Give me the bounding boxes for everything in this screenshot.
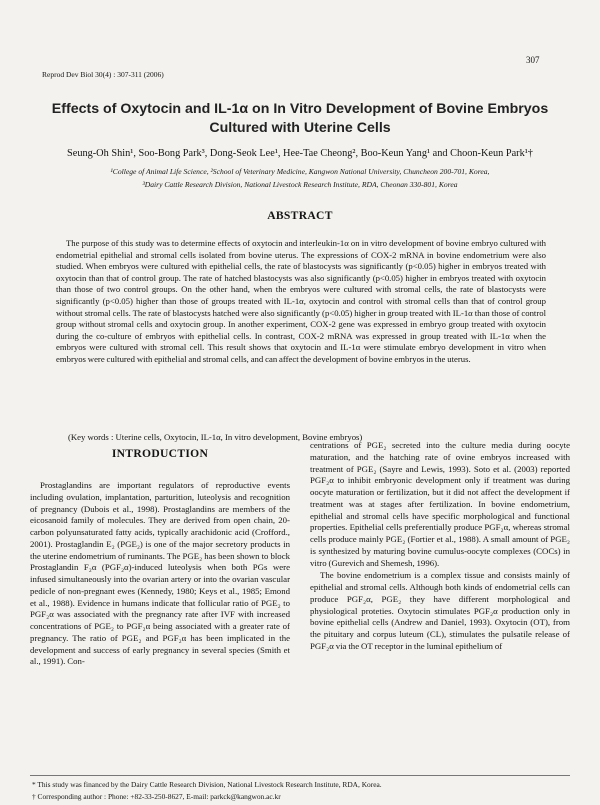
right-column: [310, 440, 570, 654]
abstract-paragraph: The purpose of this study was to determine effects of oxytocin and interleukin-1α on in vitro development of bovine embryo cultured with endometrial epithelial and stromal cells isolated from bovine uterus. The expressions of COX-2 mRNA in bovine endometrium were also studied. When embryos were cultured with epithelial cells, the rate of blastocysts was significantly (p<0.05) higher in embryos treated with oxytocin than that of control group. The rate of hatched blastocysts was also significantly (p<0.05) higher in embryos treated with oxytocin than those of two control groups. On the other hand, when the embryos were cultured with stromal cells, the rate of blastocysts were significantly (p<0.05) higher than those of groups treated with IL-1α, oxytocin and control with stromal cells than that of control group without stromal cells. The rate of blastocysts hatched were also significantly (p<0.05) higher in group treated with IL-1α than those of control group without stromal cells and oxytocin group. In another experiment, COX-2 gene was expressed in embryo group treated with oxytocin during the co-culture of embryos with epithelial cells. In contrast, COX-2 mRNA was expressed in group treated with IL-1α when the embryos were cultured with stromal cell. This result shows that oxytocin and IL-1α were stimulate embryo development in vitro when embryos were cultured with epithelial and stromal cells, and can affect the development of bovine embryos in the uterus.: [56, 238, 546, 364]
abstract-heading: ABSTRACT: [267, 209, 333, 222]
page-number: 307: [526, 55, 540, 65]
left-column: [30, 480, 290, 669]
intro-paragraph: The bovine endometrium is a complex tissue and consists mainly of epithelial and stromal cells. Although both kinds of endometrial cells can produce PGF₂α, PGE₂ they have different morphological and physiological proteties. Oxytocin stimulates PGF₂α production only in bovine epithelial cells (Andrew and Daniel, 1993). Oxytocin (OT), from the pituitary and corpus luteum (CL), stimulates the pulsatile release of PGF₂α via the OT receptor in the luminal epithelium of: [310, 570, 570, 651]
affiliation-line-2: ³Dairy Cattle Research Division, National Livestock Research Institute, RDA, Cheonan 330-801, Korea: [142, 180, 458, 189]
funding-footnote: * This study was financed by the Dairy Cattle Research Division, National Livestock Research Institute, RDA, Korea.: [32, 780, 382, 789]
journal-citation: Reprod Dev Biol 30(4) : 307-311 (2006): [42, 70, 164, 79]
abstract-body: [56, 238, 546, 366]
title-line-2: Cultured with Uterine Cells: [209, 120, 391, 136]
affiliation-line-1: ¹College of Animal Life Science, ²School of Veterinary Medicine, Kangwon National University, Chuncheon 200-701, Korea,: [110, 167, 490, 176]
author-list: Seung-Oh Shin¹, Soo-Bong Park³, Dong-Seok Lee¹, Hee-Tae Cheong², Boo-Keun Yang¹ and Choon-Keun Park¹†: [67, 148, 533, 159]
keywords-line: (Key words : Uterine cells, Oxytocin, IL-1α, In vitro development, Bovine embryos): [68, 432, 363, 442]
intro-paragraph: Prostaglandins are important regulators of reproductive events including ovulation, implantation, parturition, luteolysis and recognition of pregnancy (Dubois et al., 1998). Prostaglandins are members of the eicosanoid family of molecules. They are derived from open chain, 20-carbon polyunsaturated fatty acids, typically arachidonic acid (Crofford., 2001). Prostaglandin E₂ (PGE₂) is one of the major secretory products in the uterine endometrium of ruminants. The PGE₂ has been shown to block Prostaglandin F₂α (PGF₂α)-induced luteolysis when both PGs were infused simultaneously into the ovarian artery or into the ovarian vascular pedicle of non-pregnant ewes (Kennedy, 1980; Keys et al., 1985; Emond et al., 1988). Evidence in humans indicate that follicular ratio of PGE₂ to PGF₂α was associated with the pregnancy rate after IVF with increased concentrations of PGE₂ to PGF₂α being associated with a greater rate of pregnancy. The ratio of PGE₂ and PGF₂α has been implicated in the development and success of early pregnancy in several species (Smith et al., 1991). Con-: [30, 480, 290, 667]
corresponding-author-footnote: † Corresponding author : Phone: +82-33-250-8627, E-mail: parkck@kangwon.ac.kr: [32, 792, 281, 801]
paper-title: [30, 100, 570, 138]
title-line-1: Effects of Oxytocin and IL-1α on In Vitro Development of Bovine Embryos: [51, 101, 549, 117]
intro-paragraph-continued: centrations of PGE₂ secreted into the culture media during oocyte maturation, and the hatching rate of ovine embryos increased with treatment of PGE₂ (Sayre and Lewis, 1993). Soto et al. (2003) reported PGF₂α to inhibit embryonic development only if treatment was during oocyte maturation or fertilization, but it did not affect the development if treatment was at stages after fertilization. In bovine endometrium, epithelial and stromal cells have specific morphological and functional properties. Epithelial cells preferentially produce PGF₂α, whereas stromal cells produce mainly PGE₂ (Fortier et al., 1988). A small amount of PGE₂ is synthesized by maturing bovine cumulus-oocyte complexes (COCs) in vitro (Gurevich and Shemesh, 1996).: [310, 440, 570, 568]
footnote-divider: [30, 775, 570, 776]
introduction-heading: INTRODUCTION: [111, 447, 209, 460]
